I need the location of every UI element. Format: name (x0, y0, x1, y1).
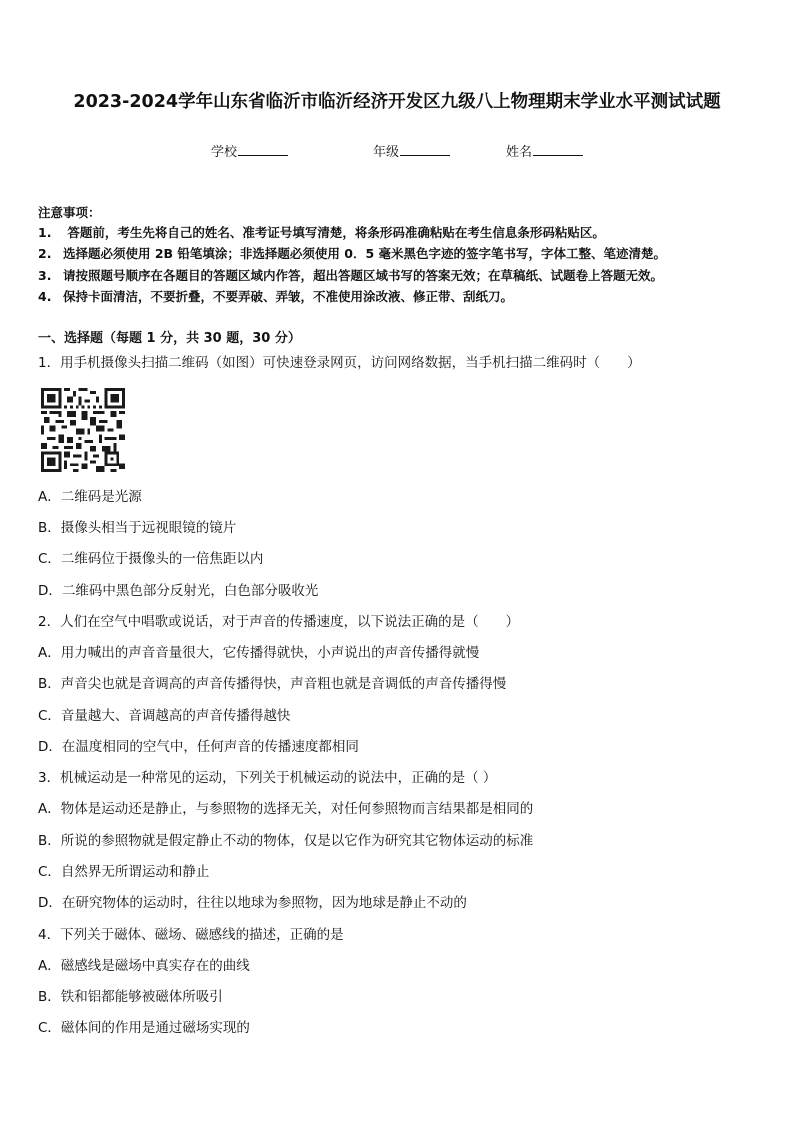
option-item: C．自然界无所谓运动和静止 (38, 864, 210, 880)
grade-field (373, 141, 450, 160)
option-item: B．声音尖也就是音调高的声音传播得快，声音粗也就是音调低的声音传播得慢 (38, 676, 507, 692)
grade-blank (400, 143, 450, 156)
option-item: B．摄像头相当于远视眼镜的镜片 (38, 520, 237, 536)
note-item: 1. 答题前，考生先将自己的姓名、准考证号填写清楚，将条形码准确粘贴在考生信息条形码粘贴区。 (38, 225, 605, 240)
note-item: 3. 请按照题号顺序在各题目的答题区域内作答，超出答题区域书写的答案无效；在草稿纸、试题卷上答题无效。 (38, 267, 664, 283)
section-title: 一、选择题（每题 1 分，共 30 题，30 分） (38, 331, 301, 346)
qr-code-image (40, 388, 126, 472)
school-label: 学校 (211, 145, 238, 160)
grade-label: 年级 (373, 145, 400, 160)
school-field (211, 141, 288, 160)
school-blank (238, 143, 288, 156)
option-item: C．音量越大、音调越高的声音传播得越快 (38, 708, 291, 724)
question-stem: 3．机械运动是一种常见的运动，下列关于机械运动的说法中，正确的是（ ） (38, 770, 497, 786)
option-item: D．在研究物体的运动时，往往以地球为参照物，因为地球是静止不动的 (38, 895, 467, 911)
option-item: D．在温度相同的空气中，任何声音的传播速度都相同 (38, 739, 359, 755)
option-item: A．用力喊出的声音音量很大，它传播得就快，小声说出的声音传播得就慢 (38, 645, 480, 661)
note-item: 4. 保持卡面清洁，不要折叠，不要弄破、弄皱，不准使用涂改液、修正带、刮纸刀。 (38, 288, 514, 304)
notes-list (38, 222, 758, 307)
name-label: 姓名 (506, 145, 533, 160)
name-field (506, 141, 583, 160)
option-item: C．磁体间的作用是通过磁场实现的 (38, 1020, 250, 1036)
option-item: B．铁和铝都能够被磁体所吸引 (38, 989, 223, 1005)
option-item: A．二维码是光源 (38, 489, 142, 505)
question-stem: 1．用手机摄像头扫描二维码（如图）可快速登录网页，访问网络数据，当手机扫描二维码时（ ） (38, 355, 641, 371)
option-item: A．磁感线是磁场中真实存在的曲线 (38, 958, 250, 974)
option-item: D．二维码中黑色部分反射光，白色部分吸收光 (38, 583, 319, 599)
option-item: A．物体是运动还是静止，与参照物的选择无关，对任何参照物而言结果都是相同的 (38, 801, 534, 817)
question-stem: 2．人们在空气中唱歌或说话，对于声音的传播速度，以下说法正确的是（ ） (38, 614, 520, 630)
notes-heading: 注意事项： (38, 205, 101, 220)
note-item: 2. 选择题必须使用 2B 铅笔填涂；非选择题必须使用 0．5 毫米黑色字迹的签字笔书写，字体工整、笔迹清楚。 (38, 246, 667, 262)
option-item: B．所说的参照物就是假定静止不动的物体，仅是以它作为研究其它物体运动的标准 (38, 833, 534, 849)
question-stem: 4．下列关于磁体、磁场、磁感线的描述，正确的是 (38, 927, 344, 943)
page-title: 2023-2024学年山东省临沂市临沂经济开发区九级八上物理期末学业水平测试试题 (73, 92, 721, 112)
option-item: C．二维码位于摄像头的一倍焦距以内 (38, 551, 264, 567)
name-blank (533, 143, 583, 156)
